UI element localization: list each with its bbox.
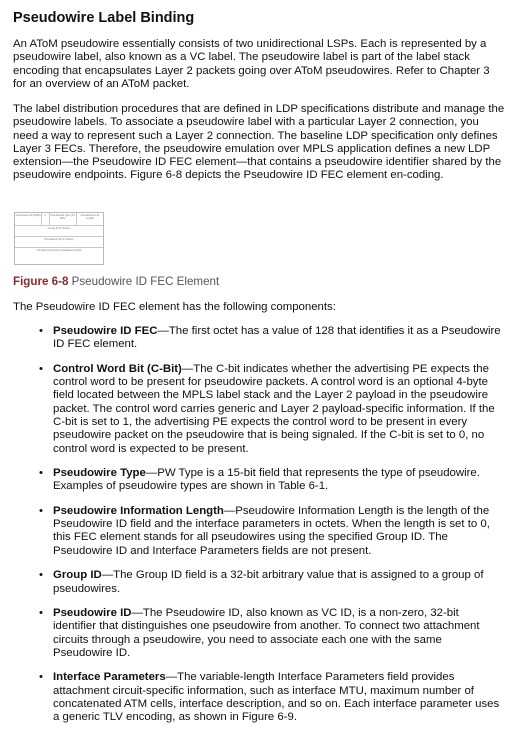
bullet-icon: • [39, 325, 43, 337]
dash: — [145, 467, 158, 480]
bullet-icon: • [39, 606, 43, 619]
components-list [0, 325, 513, 736]
description: PW Type is a 15-bit field that represents the type of pseudowire. Examples of pseudowire types are shown in Table 6-1. [53, 467, 480, 493]
description: The first octet has a value of 128 that identifies it as a Pseudowire ID FEC element. [53, 325, 501, 351]
bullet-icon: • [39, 569, 43, 582]
fec-element-figure [14, 212, 104, 265]
dash: — [223, 504, 236, 517]
list-item [39, 569, 503, 596]
list-item [39, 504, 503, 558]
figure-row-header [15, 213, 103, 226]
figure-number: Figure 6-8 [13, 275, 69, 288]
list-item [39, 325, 503, 352]
figure-cell: Group ID (4 Octets) [47, 227, 71, 230]
term: Interface Parameters [53, 671, 166, 684]
list-item [39, 467, 503, 494]
figure-caption [13, 275, 219, 288]
dash: — [181, 362, 194, 375]
list-item [39, 362, 503, 456]
figure-caption-text: Pseudowire ID FEC Element [71, 275, 220, 288]
figure-cell: Interface Parameters (Variable Length) [36, 249, 82, 252]
term: Group ID [53, 569, 102, 582]
section-heading: Pseudowire Label Binding [13, 10, 195, 26]
figure-cell: Pseudowire ID (4 Octets) [44, 238, 74, 241]
description: The Group ID field is a 32-bit arbitrary value that is assigned to a group of pseudowires. [53, 569, 484, 595]
figure-cell: Pseudowire ID (0x80) [15, 213, 42, 225]
dash: — [165, 671, 178, 684]
description: The variable-length Interface Parameters field provides attachment circuit-specific information, such as interface MTU, maximum number of concatenated ATM cells, interface description, and so on. Each interface parameter uses a generic TLV encoding, as shown in Figure 6-9. [53, 671, 500, 724]
term: Pseudowire Information Length [53, 504, 224, 517]
bullet-icon: • [39, 362, 43, 375]
dash: — [157, 325, 169, 337]
list-item [39, 606, 503, 660]
figure-cell: C [42, 213, 50, 225]
figure-cell: Pseudowire Info Length [80, 214, 100, 220]
dash: — [101, 569, 114, 582]
bullet-icon: • [39, 467, 43, 480]
ldp-paragraph: The label distribution procedures that are defined in LDP specifications distribute and manage the pseudowire labels. To associate a pseudowire label with a particular Layer 2 connection, you need a way to represent such a Layer 2 connection. The baseline LDP specification only defines Layer 3 FECs. Therefore, the pseudowire emulation over MPLS application defines a new LDP extension—the Pseudowire ID FEC element—that contains a pseudowire identifier shared by the pseudowire endpoints. Figure 6-8 depicts the Pseudowire ID FEC element en-coding. [13, 103, 505, 182]
figure-row-pseudowire-id [15, 237, 103, 248]
term: Pseudowire ID FEC [53, 325, 158, 337]
description: Pseudowire Information Length is the length of the Pseudowire ID field and the interface parameters in octets. When the length is set to 0, this FEC element stands for all pseudowires using the specified Group ID. The Pseudowire ID and Interface Parameters fields are not present. [53, 504, 490, 557]
bullet-icon: • [39, 671, 43, 684]
term: Pseudowire Type [53, 467, 146, 480]
term: Pseudowire ID [53, 606, 132, 619]
figure-row-group-id [15, 226, 103, 237]
components-intro: The Pseudowire ID FEC element has the following components: [13, 301, 336, 313]
description: The C-bit indicates whether the advertising PE expects the control word to be present for pseudowire packets. A control word is an optional 4-byte field located between the MPLS label stack and the Layer 2 payload in the pseudowire packet. The control word carries generic and Layer 2 payload-specific information. If the C-bit is set to 1, the advertising PE expects the control word to be present in every pseudowire packet on the pseudowire that is being signaled. If the C-bit is set to 0, no control word is expected to be present. [53, 362, 495, 455]
description: The Pseudowire ID, also known as VC ID, is a non-zero, 32-bit identifier that distinguishes one pseudowire from another. To connect two attachment circuits through a pseudowire, you need to associate each one with the same Pseudowire ID. [53, 606, 480, 659]
figure-cell: Pseudowire Type (15 Bits) [50, 213, 77, 225]
bullet-icon: • [39, 504, 43, 517]
list-item [39, 671, 503, 724]
dash: — [131, 606, 143, 619]
term: Control Word Bit (C-Bit) [53, 362, 182, 375]
figure-row-interface-params [15, 248, 103, 264]
intro-paragraph: An AToM pseudowire essentially consists of two unidirectional LSPs. Each is represented by a pseudowire label, also known as a VC label. The pseudowire label is part of the label stack encoding that encapsulates Layer 2 packets going over AToM pseudowires. Refer to Chapter 3 for an overview of an AToM packet. [13, 38, 490, 90]
